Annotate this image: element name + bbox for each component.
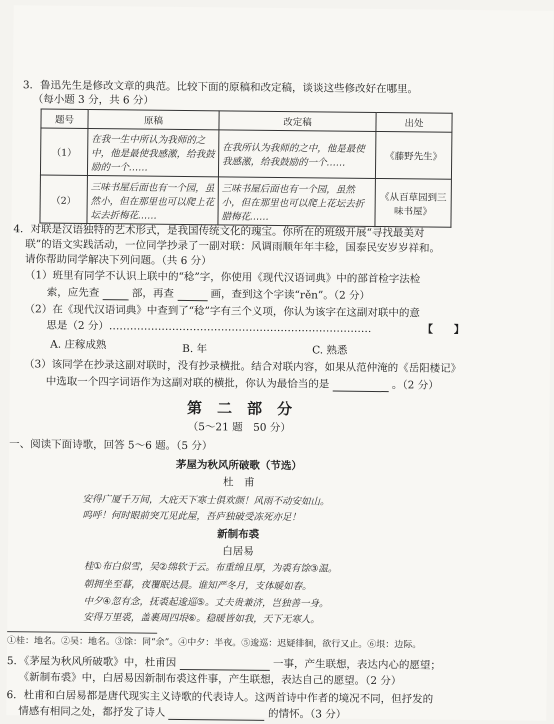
poem2-title: 新制布裘 (217, 528, 260, 541)
table-row (40, 128, 451, 179)
option-b[interactable]: B. 年 (182, 342, 208, 356)
row1-orig: 在我一生中所认为我师的之中，他是最使我感激，给我鼓励的一个…… (87, 128, 218, 176)
section1-heading: 一、阅读下面诗歌，回答 5～6 题。（5 分） (9, 438, 213, 453)
answer-bracket[interactable]: 【 】 (422, 323, 465, 336)
poem2-author: 白居易 (222, 545, 254, 558)
row1-rev: 在我所认为我师的之中，他是最使我感激，给我鼓励的一个…… (218, 130, 375, 179)
q6-line2 (18, 705, 346, 721)
row2-rev: 三味书屋后面也有一个园，虽然小，但在那里也可以爬上花坛去折腊梅花…… (218, 177, 375, 227)
q3-stem: 3．鲁迅先生是修改文章的典范。比较下面的原稿和改定稿，谈谈这些修改好在哪里。 (22, 79, 419, 96)
q5-b: 一事，产生联想，表达内心的愿望； (272, 657, 442, 672)
header-orig: 原稿 (88, 109, 219, 129)
header-src: 出处 (376, 112, 452, 132)
exam-page (6, 5, 553, 721)
q4-s1b-mid1: 部，再查 (131, 287, 174, 300)
q4-line1: 4．对联是汉语独特的艺术形式，是我国传统文化的瑰宝。你所在的班级开展“寻找最美对 (13, 223, 425, 240)
q4-s3c-text: 。（2 分） (391, 379, 439, 392)
q4-s3b-text: 中选取一个四字词语作为这副对联的横批，你认为最恰当的是 (45, 375, 330, 391)
q4-s2b: 思是（2 分）………………………………………………………………… (46, 319, 372, 335)
q5-answer-blank[interactable] (180, 669, 270, 671)
q6-c: 的情怀。（3 分） (267, 707, 347, 721)
poem1-author: 杜 甫 (222, 476, 255, 489)
poem2-line-1: 桂①布白似雪，吴②绵软于云。布重绵且厚，为裘有馀③温。 (83, 560, 338, 575)
q4-s3a: （3）该同学在抄录这副对联时，没有抄录横批。结合对联内容，如果从范仲淹的《岳阳楼记》 (23, 358, 462, 375)
q4-line3: 请你帮助同学解决下列问题。（共 6 分） (25, 253, 212, 268)
row1-src: 《藤野先生》 (375, 131, 451, 179)
q4-s1b-pre: 索，应先查 (46, 286, 100, 300)
footnote: ①桂：地名。②吴：地名。③馀：同“余”。④中夕：半夜。⑤逡巡：迟疑徘徊，欲行又止。⑥垠：边际。 (7, 636, 422, 651)
row2-orig: 三味书屋后面也有一个园，虽然小，但在那里也可以爬上花坛去折梅花…… (87, 175, 218, 224)
revision-table (39, 108, 452, 227)
option-a[interactable]: A. 庄稼成熟 (50, 338, 107, 352)
poem1-line-2: 呜呼！何时眼前突兀见此屋，吾庐独破受冻死亦足！ (82, 509, 301, 524)
header-num: 题号 (41, 109, 88, 128)
footnote-divider (7, 631, 157, 634)
row2-src: 《从百草园到三味书屋》 (375, 178, 451, 227)
poem1-line-1: 安得广厦千万间，大庇天下寒士俱欢颜！风雨不动安如山。 (82, 493, 330, 508)
q5-line2: 《新制布裘》中，白居易因新制布裘这件事，产生联想，表达自己的愿望。（2 分） (18, 671, 402, 688)
q4-s2a: （2）在《现代汉语词典》中查到了“稔”字有三个义项，你认为该字在这副对联中的意 (24, 303, 421, 320)
q4-line2: 联”的语文实践活动，一位同学抄录了一副对联：风调雨顺年年丰稔，国泰民安岁岁祥和。 (25, 238, 441, 255)
table-row (40, 175, 451, 227)
poem2-line-4: 安得万里裘，盖裹周四垠⑥。稳暖皆如我，天下无寒人。 (83, 611, 320, 626)
q4-s1a: （1）班里有同学不认识上联中的“稔”字，你使用《现代汉语词典》中的部首检字法检 (24, 269, 421, 286)
q4-s1b-mid2: 画，查到这个字读“rěn”。（2 分） (210, 288, 371, 302)
radical-answer-blank[interactable] (102, 299, 128, 300)
title-answer-blank[interactable] (333, 391, 389, 393)
part2-sub: （5～21 题 50 分） (187, 421, 291, 435)
q3-points: （每小题 3 分，共 6 分） (32, 93, 155, 107)
poem1-title: 茅屋为秋风所破歌（节选） (175, 458, 302, 473)
option-c[interactable]: C. 熟悉 (312, 344, 348, 357)
q6-answer-blank[interactable] (169, 719, 265, 721)
poem2-line-3: 中夕④忽有念，抚裘起逡巡⑤。丈夫贵兼济，岂独善一身。 (83, 595, 329, 610)
q6-b: 情感有相同之处，都抒发了诗人 (18, 705, 166, 719)
q6-line1: 6．杜甫和白居易都是唐代现实主义诗歌的代表诗人。这两首诗中作者的境况不同，但抒发的 (6, 689, 434, 706)
q5-line1 (7, 655, 441, 673)
poem2-line-2: 朝拥坐至暮，夜覆眠达晨。谁知严冬月，支体暖如春。 (83, 578, 312, 593)
row2-num: （2） (40, 175, 88, 223)
q5-a: 5．《茅屋为秋风所破歌》中，杜甫因 (6, 655, 177, 669)
q4-s3b (46, 376, 439, 393)
stroke-answer-blank[interactable] (177, 300, 207, 301)
row1-num: （1） (40, 128, 87, 175)
q4-s1b (47, 287, 370, 303)
part2-title: 第 二 部 分 (186, 399, 293, 419)
header-rev: 改定稿 (219, 111, 376, 132)
